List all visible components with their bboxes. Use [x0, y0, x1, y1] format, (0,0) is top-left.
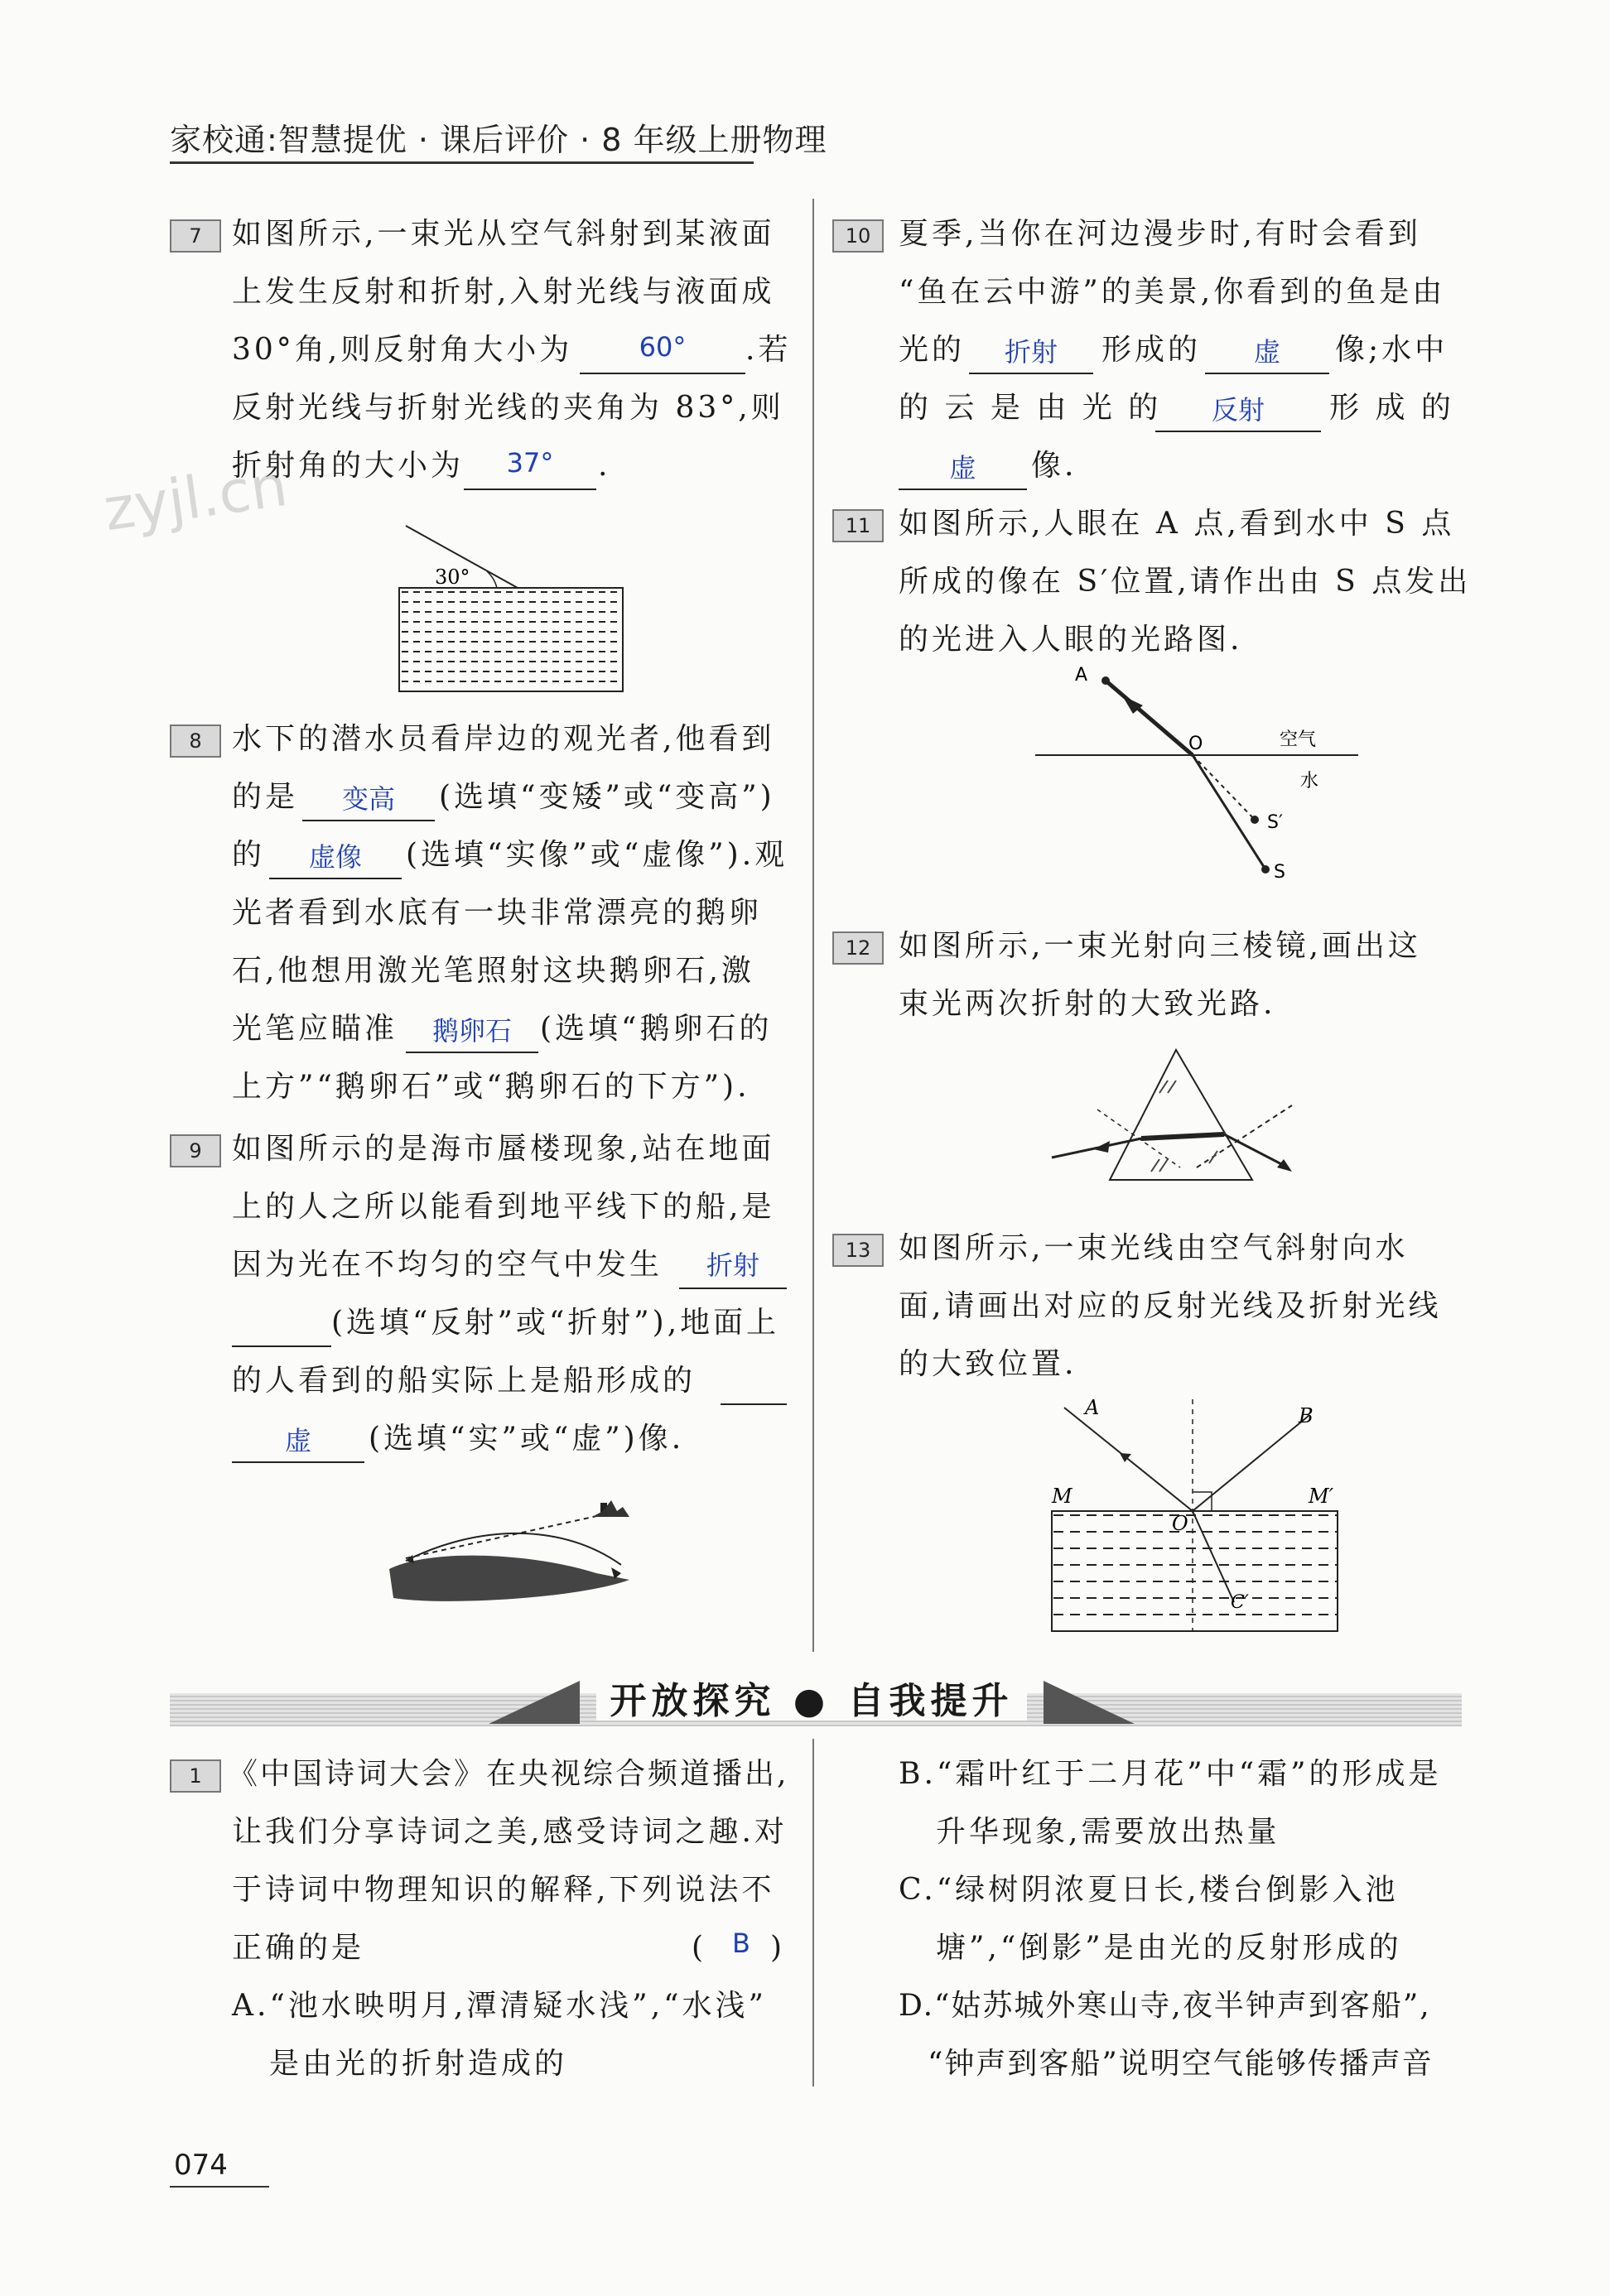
- q8-line-2b: (选填“变矮”或“变高”): [439, 780, 775, 814]
- q10-line-4a: 的 云 是 由 光 的: [899, 391, 1162, 425]
- q1-option-a-2: 是由光的折射造成的: [269, 2047, 568, 2081]
- q7-answer-2: 37°: [506, 447, 554, 479]
- q11-line-3: 的光进入人眼的光路图.: [899, 623, 1243, 657]
- q13-line-3: 的大致位置.: [899, 1347, 1077, 1381]
- q1-paren-open: (: [692, 1931, 707, 1965]
- q8-blank-1: [302, 820, 435, 821]
- q12-line-1: 如图所示,一束光射向三棱镜,画出这: [899, 929, 1421, 963]
- question-number-13: 13: [832, 1234, 884, 1267]
- q11-label-water: 水: [1300, 771, 1319, 792]
- q13-line-1: 如图所示,一束光线由空气斜射向水: [899, 1231, 1409, 1265]
- q7-line-5: 折射角的大小为: [232, 449, 465, 483]
- page-number-rule: [170, 2186, 269, 2188]
- q9-line-3: 因为光在不均匀的空气中发生: [232, 1248, 663, 1282]
- q9-blank-2b: [232, 1461, 364, 1463]
- q1-line-3: 于诗词中物理知识的解释,下列说法不: [232, 1873, 775, 1907]
- q13-label-A: A: [1085, 1396, 1100, 1419]
- watermark: zyjl.cn: [99, 450, 292, 545]
- q10-line-3c: 像;水中: [1335, 333, 1449, 367]
- q11-line-2: 所成的像在 S′位置,请作出由 S 点发出: [899, 565, 1472, 599]
- section-title: 开放探究 ● 自我提升: [596, 1671, 1027, 1721]
- q10-answer-2: 虚: [1253, 336, 1280, 368]
- question-number-11: 11: [832, 509, 884, 542]
- q10-blank-3: [1155, 431, 1321, 432]
- q11-label-Sprime: S′: [1267, 812, 1283, 833]
- q8-blank-2: [269, 878, 402, 879]
- q12-line-2: 束光两次折射的大致光路.: [899, 987, 1276, 1021]
- q8-answer-2: 虚像: [308, 841, 362, 873]
- q10-line-2: “鱼在云中游”的美景,你看到的鱼是由: [899, 275, 1446, 309]
- q10-line-1: 夏季,当你在河边漫步时,有时会看到: [899, 217, 1421, 251]
- q8-answer-1: 变高: [341, 783, 395, 815]
- q10-answer-4: 虚: [949, 452, 976, 484]
- column-divider: [812, 199, 814, 1652]
- q11-label-S: S: [1274, 862, 1285, 883]
- q10-answer-1: 折射: [1004, 336, 1058, 368]
- q1-line-1: 《中国诗词大会》在央视综合频道播出,: [228, 1757, 789, 1791]
- q7-figure: [389, 517, 638, 696]
- q13-label-Cprime: C′: [1231, 1592, 1249, 1613]
- q7-line-3: 30°角,则反射角大小为: [232, 333, 573, 367]
- q8-line-3a: 的: [232, 838, 266, 872]
- q13-label-Mprime: M′: [1309, 1485, 1334, 1508]
- q9-mirage-figure: [381, 1482, 646, 1606]
- q10-line-3a: 光的: [899, 333, 966, 367]
- header-rule: [170, 161, 754, 164]
- q8-line-1: 水下的潜水员看岸边的观光者,他看到: [232, 722, 775, 756]
- page-header: 家校通:智慧提优 · 课后评价 · 8 年级上册物理: [170, 122, 827, 158]
- q9-answer-1: 折射: [706, 1249, 759, 1281]
- q1-line-4: 正确的是: [232, 1931, 365, 1965]
- q1-line-2: 让我们分享诗词之美,感受诗词之趣.对: [232, 1815, 788, 1849]
- q12-prism-figure: [1044, 1043, 1309, 1201]
- q10-blank-4: [899, 489, 1027, 490]
- q11-line-1: 如图所示,人眼在 A 点,看到水中 S 点: [899, 507, 1455, 541]
- question-number-12: 12: [832, 931, 884, 965]
- q10-line-3b: 形成的: [1101, 333, 1202, 367]
- q7-blank-1: [580, 373, 745, 374]
- q10-answer-3: 反射: [1211, 394, 1265, 426]
- q1-option-a-1: A.“池水映明月,潭清疑水浅”,“水浅”: [232, 1989, 767, 2023]
- q7-line-3-tail: .若: [745, 333, 792, 367]
- q13-figure: [1035, 1391, 1350, 1639]
- question-number-8: 8: [170, 724, 221, 758]
- question-number-1: 1: [170, 1759, 221, 1793]
- q1-option-c-2: 塘”,“倒影”是由光的反射形成的: [936, 1931, 1402, 1965]
- q9-line-6: (选填“实”或“虚”)像.: [369, 1422, 685, 1456]
- q9-line-5: 的人看到的船实际上是船形成的: [232, 1364, 697, 1398]
- q7-line-1: 如图所示,一束光从空气斜射到某液面: [232, 217, 775, 251]
- q1-answer: B: [732, 1928, 750, 1959]
- q13-label-M: M: [1052, 1485, 1073, 1508]
- q9-line-1: 如图所示的是海市蜃楼现象,站在地面: [232, 1132, 775, 1166]
- q8-answer-3: 鹅卵石: [431, 1015, 512, 1047]
- q7-answer-1: 60°: [639, 331, 687, 363]
- q1-option-b-1: B.“霜叶红于二月花”中“霜”的形成是: [899, 1757, 1442, 1791]
- q11-figure: [1027, 662, 1375, 886]
- question-number-7: 7: [170, 219, 221, 253]
- q1-option-d-1: D.“姑苏城外寒山寺,夜半钟声到客船”,: [899, 1989, 1431, 2023]
- q7-line-5-tail: .: [598, 449, 611, 483]
- q8-line-4: 光者看到水底有一块非常漂亮的鹅卵: [232, 896, 763, 930]
- q10-line-4b: 形 成 的: [1329, 391, 1454, 425]
- q13-label-B: B: [1299, 1404, 1314, 1427]
- q10-line-5: 像.: [1031, 449, 1077, 483]
- q9-blank-2a: [721, 1403, 787, 1405]
- q7-blank-2: [464, 489, 596, 490]
- q11-label-A: A: [1075, 665, 1088, 686]
- q9-answer-2: 虚: [284, 1425, 311, 1456]
- column-divider-lower: [812, 1739, 814, 2087]
- q7-line-4: 反射光线与折射光线的夹角为 83°,则: [232, 391, 784, 425]
- q10-blank-2: [1205, 373, 1329, 374]
- question-number-10: 10: [832, 219, 884, 253]
- q8-line-6b: (选填“鹅卵石的: [540, 1012, 773, 1046]
- q7-angle-label: 30°: [435, 566, 470, 589]
- q10-blank-1: [969, 373, 1093, 374]
- q13-line-2: 面,请画出对应的反射光线及折射光线: [899, 1289, 1442, 1323]
- q8-line-2a: 的是: [232, 780, 299, 814]
- page-number: 074: [174, 2149, 228, 2182]
- q8-line-7: 上方”“鹅卵石”或“鹅卵石的下方”).: [232, 1070, 750, 1104]
- q1-option-b-2: 升华现象,需要放出热量: [936, 1815, 1280, 1849]
- q1-option-c-1: C.“绿树阴浓夏日长,楼台倒影入池: [899, 1873, 1399, 1907]
- q11-label-air: 空气: [1280, 729, 1317, 750]
- q13-label-O: O: [1172, 1512, 1188, 1535]
- q1-paren-close: ): [770, 1931, 786, 1965]
- q9-blank-1a: [679, 1288, 787, 1289]
- q8-blank-3: [406, 1052, 538, 1053]
- q11-label-O: O: [1188, 734, 1203, 754]
- q9-blank-1b: [232, 1345, 331, 1347]
- q1-option-d-2: “钟声到客船”说明空气能够传播声音: [928, 2047, 1434, 2081]
- q8-line-6a: 光笔应瞄准: [232, 1012, 398, 1046]
- q8-line-3b: (选填“实像”或“虚像”).观: [406, 838, 788, 872]
- question-number-9: 9: [170, 1134, 221, 1167]
- q9-line-4: (选填“反射”或“折射”),地面上: [331, 1306, 780, 1340]
- q7-line-2: 上发生反射和折射,入射光线与液面成: [232, 275, 775, 309]
- q9-line-2: 上的人之所以能看到地平线下的船,是: [232, 1190, 775, 1224]
- q8-line-5: 石,他想用激光笔照射这块鹅卵石,激: [232, 954, 754, 988]
